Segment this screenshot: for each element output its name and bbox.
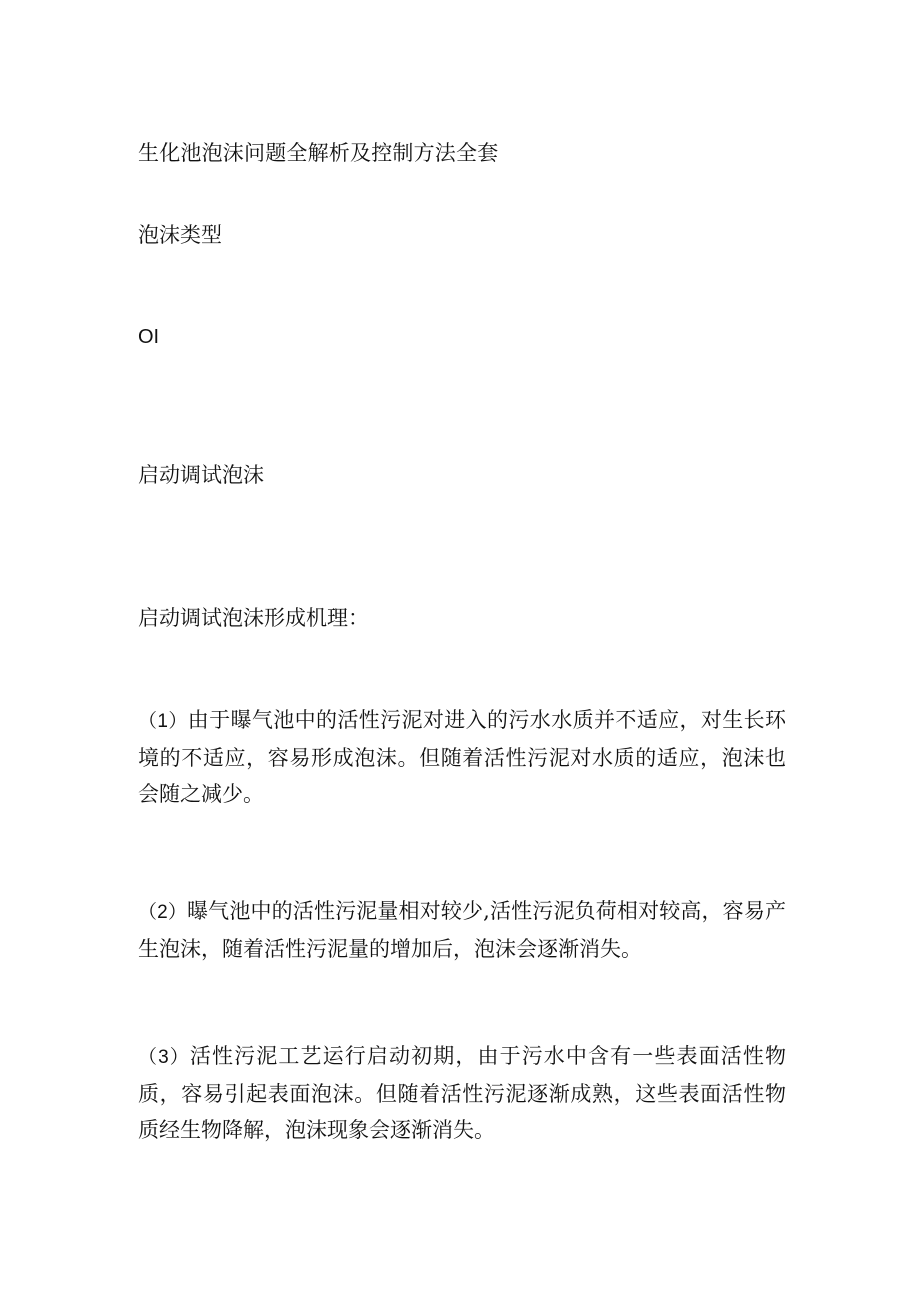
paragraph-3 [138, 1038, 786, 1148]
mechanism-heading: 启动调试泡沫形成机理： [138, 606, 369, 630]
paragraph-2 [138, 893, 786, 967]
paragraph-text: 活性污泥工艺运行启动初期，由于污水中含有一些表面活性物质，容易引起表面泡沫。但随着活性污泥逐渐成熟，这些表面活性物质经生物降解，泡沫现象会逐渐消失。 [138, 1044, 786, 1142]
paragraph-1 [138, 702, 786, 812]
section-marker: OI [138, 326, 160, 348]
document-title: 生化池泡沫问题全解析及控制方法全套 [138, 141, 499, 165]
paragraph-text: 曝气池中的活性污泥量相对较少,活性污泥负荷相对较高，容易产生泡沫，随着活性污泥量的增加后，泡沫会逐渐消失。 [138, 899, 786, 961]
paragraph-number: （3） [138, 1047, 190, 1068]
subsection-heading-startup-foam: 启动调试泡沫 [138, 463, 264, 487]
paragraph-number: （1） [138, 711, 188, 732]
paragraph-text: 由于曝气池中的活性污泥对进入的污水水质并不适应，对生长环境的不适应，容易形成泡沫。但随着活性污泥对水质的适应，泡沫也会随之减少。 [138, 708, 786, 806]
section-heading-foam-types: 泡沫类型 [138, 223, 222, 247]
paragraph-number: （2） [138, 902, 188, 923]
